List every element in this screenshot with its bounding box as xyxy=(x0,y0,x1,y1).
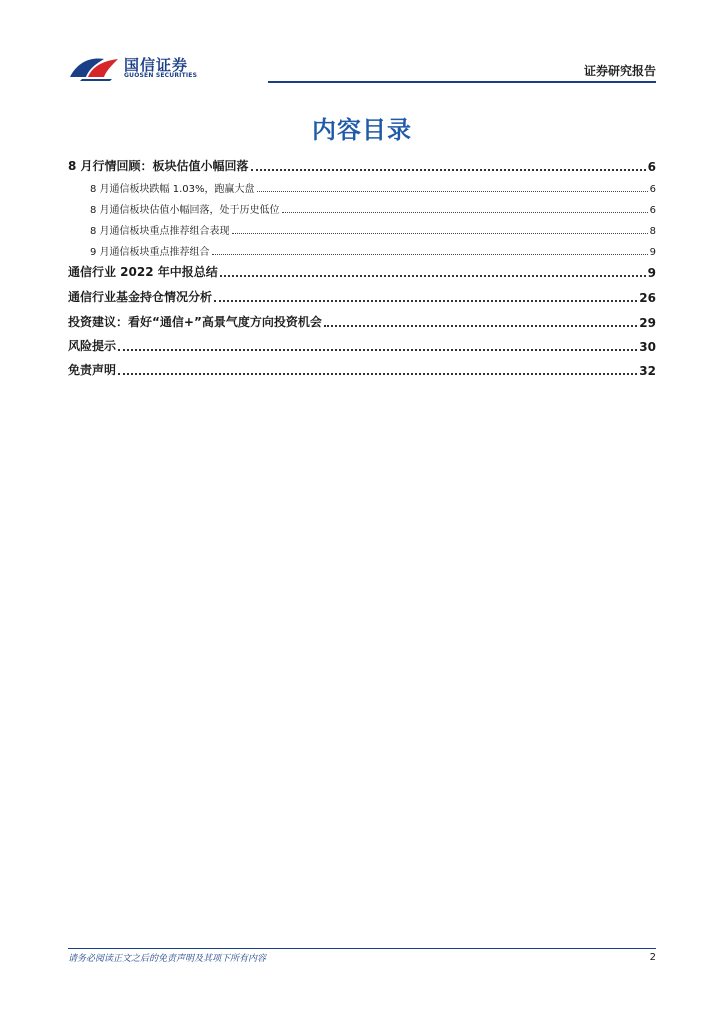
toc-entry[interactable] xyxy=(68,156,656,174)
toc-entry-page: 32 xyxy=(639,364,656,378)
toc-leader-dots xyxy=(282,212,648,213)
toc-entry[interactable] xyxy=(68,336,656,354)
toc-leader-dots xyxy=(220,275,646,277)
toc-entry-label: 通信行业 2022 年中报总结 xyxy=(68,265,218,279)
toc-entry-label: 8 月行情回顾：板块估值小幅回落 xyxy=(68,159,249,173)
toc-entry-page: 6 xyxy=(649,205,656,216)
toc-entry-label: 9 月通信板块重点推荐组合 xyxy=(90,247,210,258)
toc-leader-dots xyxy=(212,254,648,255)
toc-entry-page: 30 xyxy=(639,340,656,354)
toc-leader-dots xyxy=(251,169,646,171)
toc-entry-page: 26 xyxy=(639,291,656,305)
toc-entry-label: 8 月通信板块估值小幅回落，处于历史低位 xyxy=(90,205,280,216)
toc-leader-dots xyxy=(118,373,637,375)
toc-entry-label: 免责声明 xyxy=(68,363,117,377)
toc-entry-label: 8 月通信板块跌幅 1.03%，跑赢大盘 xyxy=(90,184,255,195)
toc-entry[interactable] xyxy=(68,360,656,378)
toc-entry-page: 8 xyxy=(649,226,656,237)
toc-entry-label: 投资建议：看好“通信+”高景气度方向投资机会 xyxy=(68,315,322,329)
toc-title: 内容目录 xyxy=(312,116,412,144)
toc-leader-dots xyxy=(257,191,648,192)
brand-name-cn: 国信证券 xyxy=(124,56,189,74)
toc-entry-page: 9 xyxy=(649,247,656,258)
toc-entry-page: 29 xyxy=(639,316,656,330)
page-number: 2 xyxy=(649,952,656,963)
guosen-logo-icon xyxy=(68,53,120,81)
toc-entry-page: 9 xyxy=(647,266,656,280)
toc-entry-page: 6 xyxy=(649,184,656,195)
toc-entry-label: 通信行业基金持仓情况分析 xyxy=(68,290,213,304)
toc-entry[interactable] xyxy=(68,287,656,305)
brand-name-en: GUOSEN SECURITIES xyxy=(124,72,198,79)
toc-leader-dots xyxy=(214,300,637,302)
toc-leader-dots xyxy=(118,349,637,351)
header-divider xyxy=(268,81,656,83)
toc-leader-dots xyxy=(324,325,637,327)
toc-entry[interactable] xyxy=(90,201,656,216)
page-header xyxy=(68,50,656,84)
toc-entry[interactable] xyxy=(90,243,656,258)
disclaimer-note: 请务必阅读正文之后的免责声明及其项下所有内容 xyxy=(68,954,267,964)
toc-entry-page: 6 xyxy=(647,160,656,174)
toc-entry[interactable] xyxy=(68,312,656,330)
report-type-label: 证券研究报告 xyxy=(583,64,656,78)
toc-entry-label: 8 月通信板块重点推荐组合表现 xyxy=(90,226,230,237)
toc-entry[interactable] xyxy=(90,180,656,195)
toc-leader-dots xyxy=(232,233,648,234)
toc-entry-label: 风险提示 xyxy=(68,339,117,353)
toc-entry[interactable] xyxy=(90,222,656,237)
brand-logo xyxy=(68,50,208,84)
footer-divider xyxy=(68,948,656,949)
toc-entry[interactable] xyxy=(68,262,656,280)
